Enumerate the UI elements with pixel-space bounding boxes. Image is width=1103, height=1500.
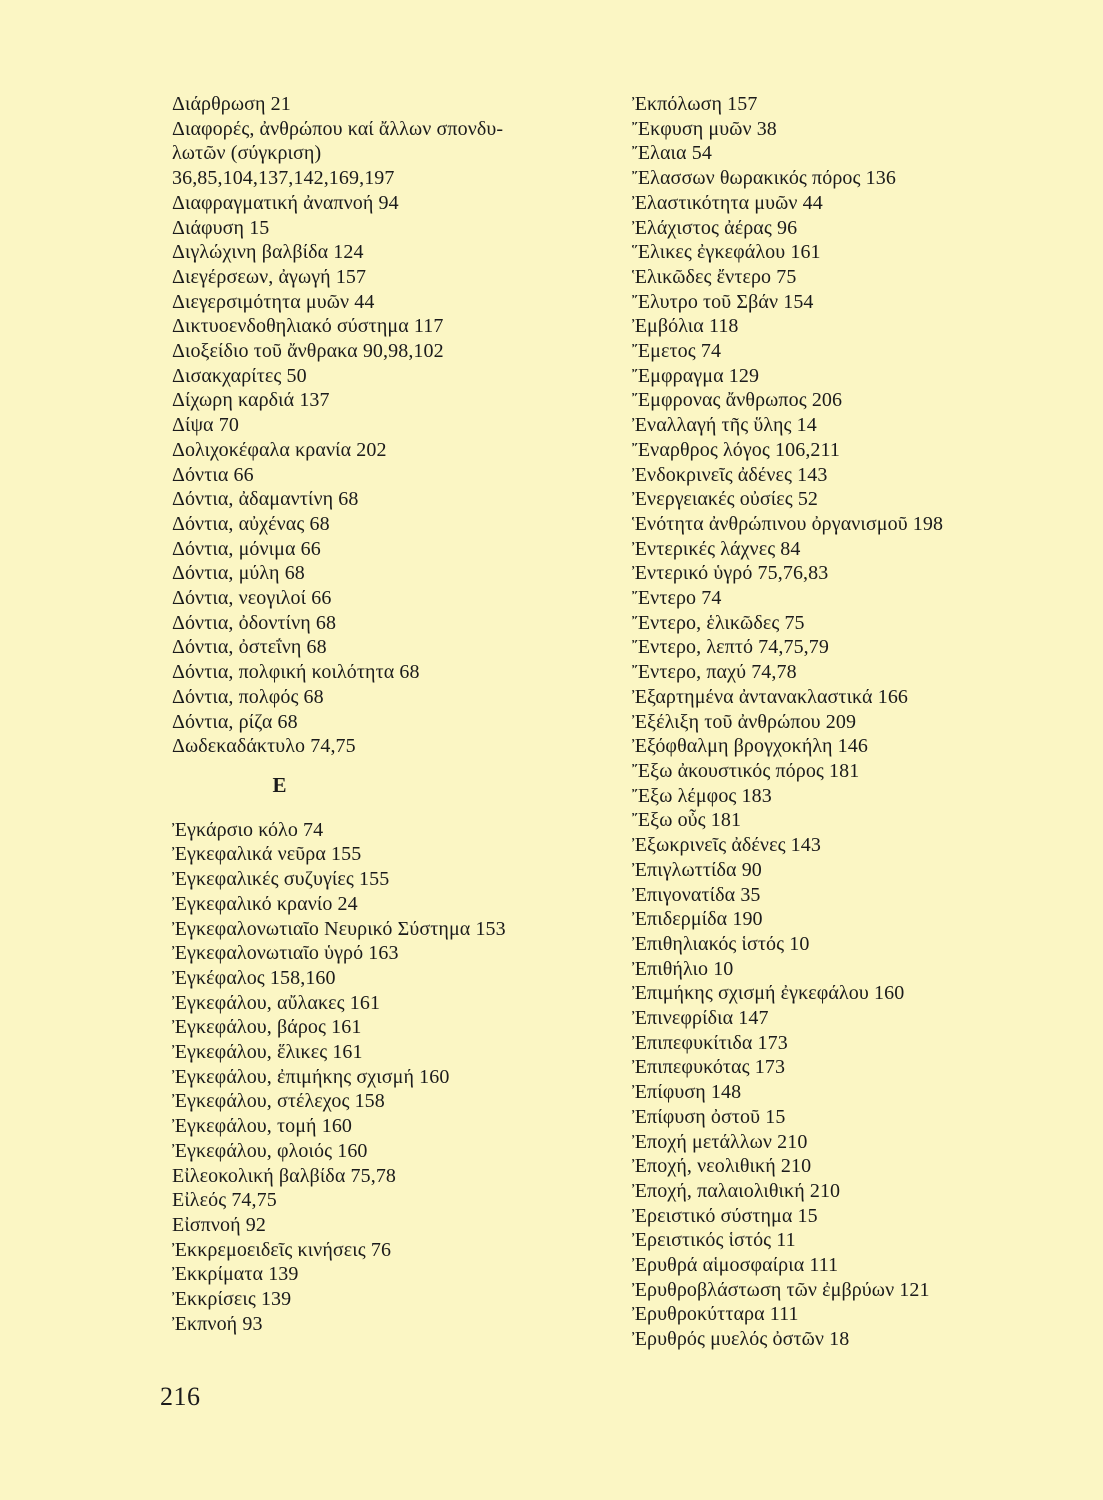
index-entry: Ἔλυτρο τοῦ Σβάν 154 [632,290,814,313]
index-entry: Ἔλασσων θωρακικός πόρος 136 [632,167,896,190]
index-entry: Ἔναρθρος λόγος 106,211 [632,438,840,461]
index-entry: Ἐπιπεφυκότας 173 [632,1056,786,1079]
index-entry: Ἐπιπεφυκίτιδα 173 [632,1031,788,1054]
index-entry: Ἐπιγλωττίδα 90 [632,858,762,881]
index-entry: Δόντια, ὀδοντίνη 68 [172,611,337,634]
index-entry: Ἐναλλαγή τῆς ὕλης 14 [632,414,817,437]
index-entry: Ἐλάχιστος ἀέρας 96 [632,216,798,239]
index-entry: Ἔξω οὖς 181 [632,809,742,832]
index-entry: Δόντια, ὀστεΐνη 68 [172,636,327,659]
index-entry: Ἐποχή, παλαιολιθική 210 [632,1179,841,1202]
index-entry: Ἔντερο, λεπτό 74,75,79 [632,636,829,659]
index-entry: Ἔλαια 54 [632,142,712,165]
index-entry: Ἐγκεφαλικό κρανίο 24 [172,892,358,915]
index-entry: Ἔντερο, παχύ 74,78 [632,661,797,684]
index-entry: Ἐπιμήκης σχισμή ἐγκεφάλου 160 [632,982,905,1005]
index-entry: Δόντια, νεογιλοί 66 [172,587,332,610]
index-column-right [632,92,1052,1352]
index-entry: Ἐγκεφάλου, βάρος 161 [172,1016,362,1039]
index-entry: Δίψα 70 [172,414,239,437]
index-entry: Διγλώχινη βαλβίδα 124 [172,241,364,264]
index-entry: Ἐνδοκρινεῖς ἀδένες 143 [632,463,828,486]
index-entry: Ἐγκεφάλου, ἐπιμήκης σχισμή 160 [172,1065,450,1088]
index-entry: Ἔντερο 74 [632,587,722,610]
index-entry: Ἔμετος 74 [632,340,722,363]
index-entry: Ἐγκεφάλου, στέλεχος 158 [172,1090,385,1113]
index-entry: Δίχωρη καρδιά 137 [172,389,330,412]
index-entry: Ἔξω λέμφος 183 [632,784,772,807]
index-entry: Ἕλικες ἐγκεφάλου 161 [632,241,821,264]
index-entry: Δικτυοενδοθηλιακό σύστημα 117 [172,315,444,338]
index-entry: Εἰλεός 74,75 [172,1189,277,1212]
index-entry: Ἐρυθροκύτταρα 111 [632,1303,799,1326]
index-entry: Ἐρειστικός ἱστός 11 [632,1229,796,1252]
section-letter-heading: Ε [272,772,287,797]
index-entry: Διοξείδιο τοῦ ἄνθρακα 90,98,102 [172,340,444,363]
index-entry: Ἐγκεφάλου, αὔλακες 161 [172,991,381,1014]
index-entry: Ἐρυθρός μυελός ὀστῶν 18 [632,1328,850,1351]
index-entry: Ἐγκάρσιο κόλο 74 [172,818,324,841]
index-entry: Ἐπιγονατίδα 35 [632,883,761,906]
index-entry: Ἐξαρτημένα ἀντανακλαστικά 166 [632,685,909,708]
index-entry: Εἰλεοκολική βαλβίδα 75,78 [172,1164,397,1187]
index-entry: Δωδεκαδάκτυλο 74,75 [172,735,356,758]
index-entry: Ἐποχή, νεολιθική 210 [632,1155,812,1178]
index-entry: Δόντια, μόνιμα 66 [172,537,321,560]
index-entry: Ἐμβόλια 118 [632,315,739,338]
index-entry: Δόντια, μύλη 68 [172,562,305,585]
index-entry: Ἔκφυση μυῶν 38 [632,117,777,140]
index-entry: Δόντια, πολφική κοιλότητα 68 [172,661,420,684]
index-entry: Ἐπίφυση ὀστοῦ 15 [632,1105,786,1128]
index-entry: Ἐγκέφαλος 158,160 [172,966,336,989]
index-entry: Διάφυση 15 [172,216,270,239]
index-entry: Διάρθρωση 21 [172,93,291,115]
page-number: 216 [160,1382,201,1411]
index-entry: Ἔμφρονας ἄνθρωπος 206 [632,389,843,412]
index-entry: Ἐγκεφαλικές συζυγίες 155 [172,868,390,891]
index-entry: Ἐξωκρινεῖς ἀδένες 143 [632,834,821,857]
index-entry: Ἐκκρίματα 139 [172,1263,299,1286]
index-entry: Ἐκπόλωση 157 [632,93,758,115]
index-entry: Διαφραγματική ἀναπνοή 94 [172,191,399,214]
index-entry: Δόντια, ἀδαμαντίνη 68 [172,488,359,511]
index-entry: Ἑνότητα ἀνθρώπινου ὀργανισμοῦ 198 [632,512,944,535]
index-entry: Ἐξόφθαλμη βρογχοκήλη 146 [632,735,868,758]
index-entry: Ἐκκρίσεις 139 [172,1288,292,1311]
index-entry: Δισακχαρίτες 50 [172,364,307,387]
index-entry: Ἐνεργειακές οὐσίες 52 [632,488,819,511]
index-entry: Διεγερσιμότητα μυῶν 44 [172,290,375,313]
index-entry: Δολιχοκέφαλα κρανία 202 [172,438,387,461]
index-entry: Ἐξέλιξη τοῦ ἀνθρώπου 209 [632,710,857,733]
index-entry: 36,85,104,137,142,169,197 [172,167,395,190]
index-entry: Δόντια, πολφός 68 [172,685,324,708]
index-entry: Ἐλαστικότητα μυῶν 44 [632,191,823,214]
index-entry: Ἐντερικές λάχνες 84 [632,537,801,560]
index-entry: Ἔντερο, ἑλικῶδες 75 [632,611,805,634]
index-entry: Ἐρειστικό σύστημα 15 [632,1204,818,1227]
index-entry: Ἔμφραγμα 129 [632,364,760,387]
index-entry: Ἐγκεφαλονωτιαῖο Νευρικό Σύστημα 153 [172,917,506,940]
index-entry: Ἔξω ἀκουστικός πόρος 181 [632,759,860,782]
index-entry: Διεγέρσεων, ἀγωγή 157 [172,265,367,288]
index-entry: Ἐντερικό ὑγρό 75,76,83 [632,562,829,585]
index-entry: Ἐγκεφαλονωτιαῖο ὑγρό 163 [172,942,399,965]
index-entry: Ἐπινεφρίδια 147 [632,1007,769,1030]
index-entry: Ἐπίφυση 148 [632,1081,742,1104]
index-entry: Ἐγκεφάλου, τομή 160 [172,1115,353,1138]
index-entry: Δόντια, ρίζα 68 [172,710,298,733]
index-entry: Ἐρυθρά αἱμοσφαίρια 111 [632,1254,839,1277]
index-entry: Ἐγκεφαλικά νεῦρα 155 [172,843,362,866]
index-entry: Ἐγκεφάλου, φλοιός 160 [172,1139,368,1162]
index-entry: Ἑλικῶδες ἔντερο 75 [632,265,797,288]
index-entry: Ἐγκεφάλου, ἕλικες 161 [172,1041,363,1064]
index-entry: Ἐπιθηλιακός ἱστός 10 [632,932,810,955]
index-entry: Ἐπιθήλιο 10 [632,957,734,980]
index-entry: Ἐκπνοή 93 [172,1312,263,1335]
index-entry: Δόντια, αὐχένας 68 [172,512,330,535]
index-entry: Ἐποχή μετάλλων 210 [632,1130,808,1153]
index-entry: Ἐπιδερμίδα 190 [632,908,763,931]
index-entry: Δόντια 66 [172,463,254,486]
index-entry: Διαφορές, ἀνθρώπου καί ἄλλων σπονδυ- [172,117,504,140]
index-entry: Ἐρυθροβλάστωση τῶν ἐμβρύων 121 [632,1278,930,1301]
index-entry: Εἰσπνοή 92 [172,1213,266,1236]
index-column-left [172,92,612,1336]
index-entry: λωτῶν (σύγκριση) [172,142,322,165]
index-entry: Ἐκκρεμοειδεῖς κινήσεις 76 [172,1238,392,1261]
